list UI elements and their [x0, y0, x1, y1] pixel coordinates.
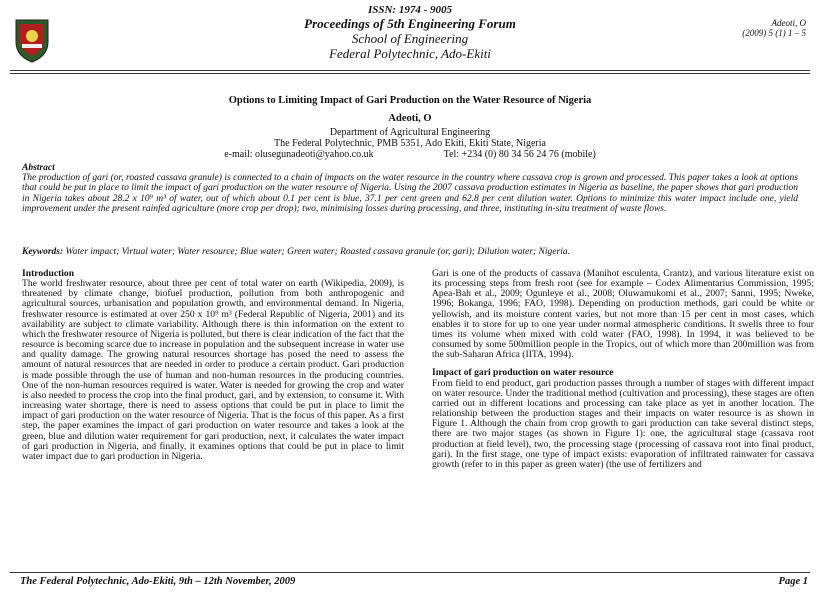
school-name: School of Engineering	[351, 31, 469, 46]
keywords	[22, 247, 798, 258]
email: e-mail: olusegunadeoti@yahoo.co.uk	[224, 149, 374, 160]
paper-author: Adeoti, O	[388, 113, 432, 124]
introduction-heading: Introduction	[22, 268, 75, 279]
header-rule-double	[10, 73, 810, 74]
gari-paragraph: Gari is one of the products of cassava (Manihot esculenta, Crantz), and various literature exist on its processing steps from fresh root (see for example – Codex Alimentarius Commission, 1995; Apea-Bah et al., 2009; Ogunleye et al., 2008; Oluwamukomi et al., 2007; Sanni, 1995; Nweke, 1996; Bokanga, 1996; FAO, 1998). Depending on production methods, gari could be white or yellowish, and its moisture content varies, but not more than 15 per cent in most cases, which enables it to store for up to one year under normal atmospheric conditions. It swells three to four times its volume when mixed with cold water (FAO, 1998). In 1994, it was believed to be consumed by some 500million people in the Tropics, out of which more than 200million was from the sub-Saharan Africa (IITA, 1994).	[432, 268, 814, 361]
impact-paragraph: From field to end product, gari production passes through a number of stages with different impact on water resource. Under the traditional method (cultivation and processing), these stages are often carried out in different locations and processing can take place as yet in another location. The relationship between the production stages and their impacts on water resource is as shown in Figure 1. Although the chain from crop growth to gari production can take several distinct steps, there are two major stages (as shown in Figure 1): one, the agricultural stage (cassava root production at field level), two, the processing stage (processing of cassava root into final product, gari). In the first stage, one type of impact exists: evaporation of infiltrated rainwater for cassava growth (refer to in this paper as green water) (the use of fertilizers and	[432, 377, 814, 470]
citation-author: Adeoti, O	[771, 18, 806, 28]
proceedings-header	[0, 16, 820, 61]
telephone: Tel: +234 (0) 80 34 56 24 76 (mobile)	[443, 149, 596, 160]
paper-title: Options to Limiting Impact of Gari Production on the Water Resource of Nigeria	[228, 95, 592, 106]
left-column	[22, 269, 404, 462]
abstract	[22, 163, 798, 214]
footer-event: The Federal Polytechnic, Ado-Ekiti, 9th – 12th November, 2009	[20, 576, 296, 587]
institution-name: Federal Polytechnic, Ado-Ekiti	[329, 46, 491, 61]
page-footer	[20, 576, 808, 587]
keywords-text: Water impact; Virtual water; Water resource; Blue water; Green water; Roasted cassava granule (or, gari); Dilution water; Nigeria.	[65, 247, 570, 257]
abstract-heading: Abstract	[22, 163, 55, 173]
citation-reference: (2009) 5 (1) 1 – 5	[742, 28, 806, 38]
impact-heading: Impact of gari production on water resource	[432, 367, 614, 379]
proceedings-title: Proceedings of 5th Engineering Forum	[304, 16, 516, 31]
address: The Federal Polytechnic, PMB 5351, Ado Ekiti, Ekiti State, Nigeria	[274, 138, 546, 149]
citation-block	[742, 18, 806, 38]
department: Department of Agricultural Engineering	[329, 127, 491, 138]
right-column	[432, 269, 814, 470]
affiliation	[0, 127, 820, 160]
introduction-text: The world freshwater resource, about three per cent of total water on earth (Wikipedia, 2009), is threatened by climate change, biofuel production, pollution from both anthropogenic and agricultural sources, urbanisation and population growth, and environmental demand. In Nigeria, freshwater resource is estimated at over 250 x 10⁹ m³ (Federal Republic of Nigeria, 2001) and its availability are subject to climate variability. Although there is thin information on the extent to which the freshwater resource of Nigeria is polluted, but there is clear indication of the fact that the resource is becoming scarce due to increase in population and the subsequent increase in water use and quality damage. The growing natural resources shortage has posed the need to assess the amount of natural resources that are needed in order to produce a certain product. Gari production is made possible through the use of human and non-human resources in the producing countries. One of the non-human resources required is water. Water is needed for growing the crop and water is also needed to process the crop into the final product, gari, and by extension, to consume it. With increasing water shortage, there is need to assess options that could be put in place to limit the impact of gari production on the water resource of Nigeria. That is the focus of this paper. As a first step, the paper examines the impact of gari production on water resource and takes a look at the green, blue and dilution water requirement for gari production, next, it calculates the water impact of gari production in Nigeria, and finally, it examines options that could be put in place to limit water impact due to gari production in Nigeria.	[22, 278, 404, 462]
page-number: Page 1	[778, 576, 808, 587]
issn-line: ISSN: 1974 - 9005	[367, 4, 453, 16]
keywords-heading: Keywords:	[22, 247, 64, 257]
abstract-text: The production of gari (or, roasted cassava granule) is connected to a chain of impacts on the water resource in the country where cassava crop is grown and processed. This paper takes a look at options that could be put in place to limit the impact of gari production on the water resource of Nigeria. Using the 2007 cassava production estimates in Nigeria as baseline, the paper shows that gari production in Nigeria takes about 28.2 x 10⁹ m³ of water, out of which about 0.1 per cent is blue, 37.1 per cent green and 62.8 per cent dilution water. Options to minimize this water impact include one, yield improvement under the present rainfed agriculture (more crop per drop); two, minimising losses during processing, and three, instituting in-situ treatment of waste flows.	[22, 173, 798, 214]
header-rule	[10, 70, 810, 71]
footer-rule	[10, 572, 810, 573]
